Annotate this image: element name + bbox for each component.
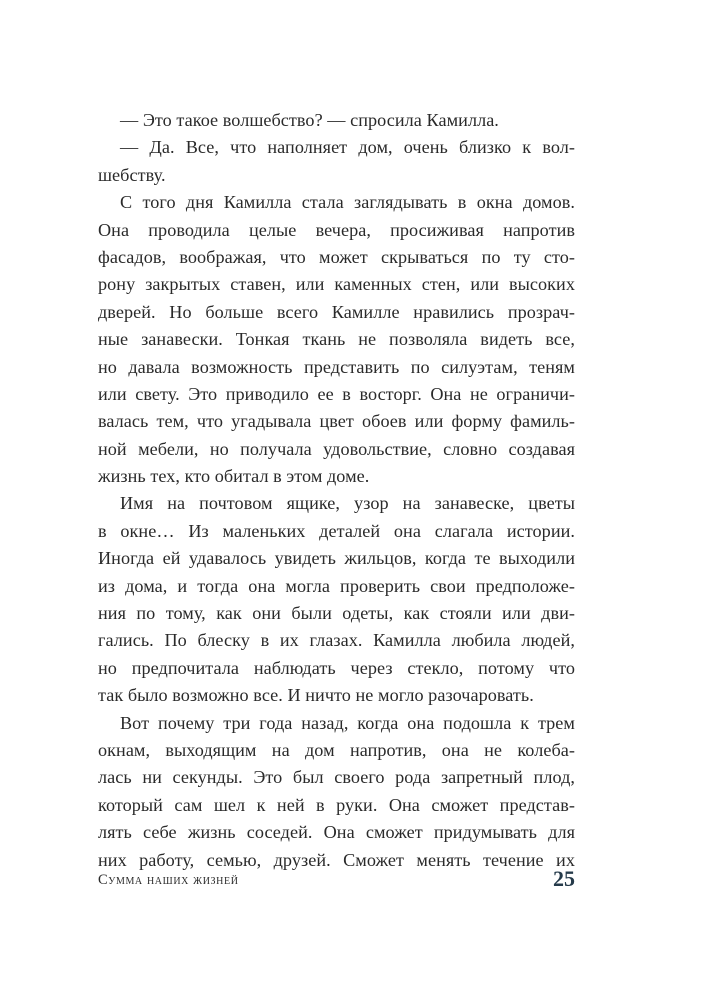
text-line: ной мебели, но получала удовольствие, словно создавая <box>98 438 575 459</box>
text-line: рону закрытых ставен, или каменных стен, или высоких <box>98 274 575 295</box>
text-line: окнам, выходящим на дом напротив, она не колеба- <box>98 739 575 760</box>
text-line: который сам шел к ней в руки. Она сможет представ- <box>98 794 575 815</box>
text-line: дверей. Но больше всего Камилле нравились прозрач- <box>98 301 575 322</box>
text-line: из дома, и тогда она могла проверить свои предположе- <box>98 575 575 596</box>
text-line: или свету. Это приводило ее в восторг. Она не ограничи- <box>98 383 575 404</box>
text-line: шебству. <box>98 164 166 185</box>
text-line: С того дня Камилла стала заглядывать в окна домов. <box>120 192 575 213</box>
text-line: Она проводила целые вечера, просиживая напротив <box>98 219 575 240</box>
page-number: 25 <box>553 866 575 891</box>
text-line: фасадов, воображая, что может скрываться по ту сто- <box>98 246 575 267</box>
body-text <box>98 107 575 874</box>
text-line: Имя на почтовом ящике, узор на занавеске, цветы <box>120 493 575 514</box>
running-footer-title: Сумма наших жизней <box>98 872 239 888</box>
text-line: — Да. Все, что наполняет дом, очень близко к вол- <box>120 137 575 158</box>
text-line: лять себе жизнь соседей. Она сможет придумывать для <box>98 822 575 843</box>
text-line: в окне… Из маленьких деталей она слагала истории. <box>98 520 575 541</box>
text-line: но давала возможность представить по силуэтам, теням <box>98 356 575 377</box>
text-line: валась тем, что угадывала цвет обоев или форму фамиль- <box>98 411 575 432</box>
text-line: них работу, семью, друзей. Сможет менять течение их <box>98 849 575 870</box>
text-line: ные занавески. Тонкая ткань не позволяла видеть все, <box>98 329 575 350</box>
text-line: но предпочитала наблюдать через стекло, потому что <box>98 657 575 678</box>
text-line: Вот почему три года назад, когда она подошла к трем <box>120 712 575 733</box>
text-line: — Это такое волшебство? — спросила Камилла. <box>120 110 499 130</box>
text-line: жизнь тех, кто обитал в этом доме. <box>98 466 370 487</box>
text-line: гались. По блеску в их глазах. Камилла любила людей, <box>98 630 575 651</box>
text-line: так было возможно все. И ничто не могло разочаровать. <box>98 685 534 706</box>
text-line: ния по тому, как они были одеты, как стояли или дви- <box>98 603 575 624</box>
text-line: Иногда ей удавалось увидеть жильцов, когда те выходили <box>98 548 575 569</box>
text-line: лась ни секунды. Это был своего рода запретный плод, <box>98 767 575 788</box>
